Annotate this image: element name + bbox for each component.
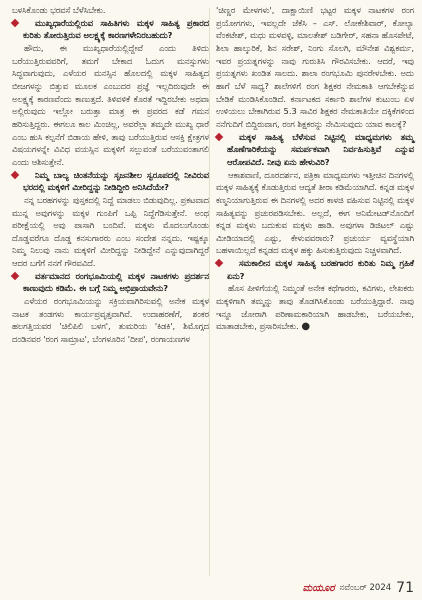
interview-question <box>12 270 209 295</box>
article-end-mark: ● <box>301 321 311 333</box>
paragraph-text: ಹೊಸ ಪೀಳಿಗೆಯಲ್ಲಿ ನಿಮ್ಮಂತೆ ಅನೇಕ ಕಥೆಗಾರರು, ಕವಿಗಳು, ಲೇಖಕರು ಮಕ್ಕಳಿಗಾಗಿ ತಮ್ಮನ್ನು ತಾವು ತೊಡಗಿಸಿಕೊಂಡು ಬರೆಯುತ್ತಿದ್ದಾರೆ. ನಾವು ಇನ್ನೂ ಜೋರಾಗಿ ಪರಿಣಾಮಕಾರಿಯಾಗಿ ಹಾಡಬೇಕು, ಬರೆಯಬೇಕು, ಮಾತಾಡಬೇಕು, ಪ್ರಸಾರಿಸಬೇಕು. <box>216 283 414 332</box>
question-text: ಮುಖ್ಯಧಾರೆಯಲ್ಲಿರುವ ಸಾಹಿತಿಗಳು ಮಕ್ಕಳ ಸಾಹಿತ್ಯ ಪ್ರಕಾರದ ಕುರಿತು ತೋರುತ್ತಿರುವ ಅಲಕ್ಷ್ಯಕ್ಕೆ ಕಾರಣಗಳೇನಿರಬಹುದು? <box>23 17 209 41</box>
question-bullet-icon <box>215 132 223 140</box>
paragraph-text: 'ಚಿಣ್ಣರ ಮೇಳಗಳು', ದಾಕ್ಷಾಯಿಣಿ ಭಟ್ಟರ ಮಕ್ಕಳ ನಾಟಕಗಳ ರಂಗ ಪ್ರಯೋಗಗಳು, ಇವಲ್ಲದೇ ಜೆಕೆಸಿ – ಎಸ್. ಲೋಕೇಶಿವಾರ್, ಕೋಲ್ಯಾ ವೆಂಕಟೇಶ್, ಮಧು ಮಳವಳ್ಳಿ, ಮಾಲತೇಶ್ ಬಡಿಗೇರ್, ಸಹನಾ ಹೊಸಪೇಟೆ, ಶಿಲಾ ಹಾಲ್ಕುರಿಕೆ, ಶಿನ ಸರೇಶ್, ನಿಂಗು ಸೊಲಗಿ, ಮೌನೇಶ ವಿಶ್ವಕರ್ಮ, ಇವರ ಪ್ರಯತ್ನಗಳನ್ನು ನಾವು ಗುರುತಿಸಿ ಗೌರವಿಸಬೇಕು. ಆದರೆ, ಇವು ಪ್ರಯತ್ನಗಳು ಖಂಡಿತ ಸಾಲದು. ಶಾಲಾ ರಂಗಭೂಮಿ ಪುನರೇಳಬೇಕು. ಅದು ಹಾಗೆ ಬೆಳೆ ಸಾಧ್ಯ? ಶಾಲೆಗಳಿಗೆ ರಂಗ ಶಿಕ್ಷಕರ ನೇಮಕಾತಿ ಆಗಬೇಕೆನ್ನುವ ಬೇಡಿಕೆ ಮಂಡಿಸಿಕೊಂಡಿದೆ. ಕರ್ನಾಟಕದ ಸರ್ಕಾರಿ ಶಾಲೆಗಳ ಕುಟುಂಬ ಏಳ ಉಳಿಯಲು ಬೇಕಾಗಿರುವ 5.3 ಸಾವಿರ ಶಿಕ್ಷಕರ ನೇಮಕಾತಿಯೇ ದಕ್ಕಿಕೆಗಳಿಂದ ನನೆಗುದಿಗೆ ಬಿದ್ದಿರುವಾಗ, ರಂಗ ಶಿಕ್ಷಕರನ್ನು ನೇಮಿಸುವುದು ಯಾವ ಕಾಲಕ್ಕೆ? <box>216 5 414 129</box>
answer-paragraph <box>12 4 209 17</box>
question-bullet-icon <box>11 18 19 26</box>
paragraph-text: ಬಳಸಿಕೊಂಡು ಭರವಸೆ ಬೆಳೆಸಿಬೇಕು. <box>12 5 106 15</box>
interview-question <box>12 169 209 194</box>
paragraph-text: ನನ್ನ ಬರಹಗಳನ್ನು ಪುಸ್ತಕದಲ್ಲಿ ನಿದ್ದೆ ಮಾಡಲು ಬಿಡುವುದಿಲ್ಲ. ಪ್ರಕಟವಾದ ಮುನ್ನ ಅವುಗಳನ್ನು ಮಕ್ಕಳ ಗುಂಪಿಗೆ ಒಪ್ಪಿ ನಿದ್ದೆಗೆಡಿಸುತ್ತೇನೆ. ಅಂಥ ಪರೀಕ್ಷೆಯಲ್ಲಿ ಅವು ಪಾಸಾಗಿ ಬಂದಿವೆ. ಮಕ್ಕಳು ಮೊದಲುಗೊಂಡು ದೊಡ್ಡವರೆಗೂ ದೊಡ್ಡ ಕನಸುಗಾರರು ಎಂಬ ಸಂದೇಶ ನನ್ನದು. ಇಷ್ಟಕ್ಕೂ ನಿಮ್ಮ ನಿಲುವು ನಾನು ಮಕ್ಕಳಿಗೆ ಮೀರಿದ್ದನ್ನು ನೀಡಿದ್ದೇನೆ ಎನ್ನುವುದಾಗಿದ್ದರೆ ಆದರ ಬಗೆಗೆ ನನಗೆ ಗೌರವವಿದೆ. <box>12 194 209 269</box>
answer-paragraph <box>12 42 209 169</box>
answer-paragraph <box>216 4 414 131</box>
page-number: 71 <box>396 580 414 596</box>
page-footer <box>216 580 414 596</box>
interview-question <box>216 131 414 169</box>
question-text: ವರ್ತಮಾನದ ರಂಗಭೂಮಿಯಲ್ಲಿ ಮಕ್ಕಳ ನಾಟಕಗಳು ಪ್ರದರ್ಶನ ಕಾಣುವುದು ಕಡಿಮೆ. ಈ ಬಗ್ಗೆ ನಿಮ್ಮ ಅಭಿಪ್ರಾಯವೇನು? <box>23 270 209 294</box>
question-text: ಮಕ್ಕಳ ಸಾಹಿತ್ಯ ಬೆಳೆಸುವ ನಿಟ್ಟಿನಲ್ಲಿ ಮಾಧ್ಯಮಗಳು ತಮ್ಮ ಹೊಣೆಗಾರಿಕೆಯನ್ನು ಸಮರ್ಪಕವಾಗಿ ನಿರ್ವಹಿಸುತ್ತಿವೆ ಎನ್ನುವ ಆರೋಪವಿದೆ. ನೀವು ಏನು ಹೇಳುವಿರಿ? <box>227 131 414 167</box>
question-text: ಸಮಕಾಲೀನ ಮಕ್ಕಳ ಸಾಹಿತ್ಯ ಬರಹಗಾರರ ಕುರಿತು ನಿಮ್ಮ ಗ್ರಹಿಕೆ ಏನು? <box>227 258 414 281</box>
right-column <box>216 4 414 334</box>
answer-paragraph <box>12 194 209 270</box>
answer-paragraph <box>12 295 209 346</box>
issue-date: ನವೆಂಬರ್ 2024 <box>339 583 392 593</box>
interview-question <box>216 257 414 282</box>
question-bullet-icon <box>11 170 19 178</box>
paragraph-text: ಎಳೆಯರ ರಂಗಭೂಮಿಯನ್ನು ಸಕ್ರಿಯವಾಗಿರಿಸುವಲ್ಲಿ ಅನೇಕ ಮಕ್ಕಳ ನಾಟಕ ತಂಡಗಳು ಕಾರ್ಯಪ್ರವೃತ್ತವಾಗಿವೆ. ಉದಾಹರಣೆಗೆ, ಶಂಕರ ಹಲಗತ್ತಿಯವರ 'ಚಿಲಿಪಿಲಿ ಬಳಗ', ತುಮರಿಯ 'ಕಿಡಕಿ', ಶಿಮೊಗ್ಗದ ದಂಡಿನವರ 'ರಂಗ ಸಾಮ್ರಾಟ', ಬೆಂಗಳೂರಿನ 'ದೀಪ', ರಂಗಾಯಣಗಳ <box>12 296 209 345</box>
question-bullet-icon <box>11 272 19 280</box>
answer-paragraph <box>216 169 414 258</box>
paragraph-text: ಆಕಾಶವಾಣಿ, ದೂರದರ್ಶನ, ಪತ್ರಿಕಾ ಮಾಧ್ಯಮಗಳು ಇತ್ತೀಚಿನ ದಿನಗಳಲ್ಲಿ ಮಕ್ಕಳ ಸಾಹಿತ್ಯಕ್ಕೆ ಕೊಡುತ್ತಿರುವ ಆದ್ಯತೆ ತೀರಾ ಕಡಿಮೆಯಾಗಿದೆ. ಕನ್ನಡ ಮಕ್ಕಳ ಕಣ್ಮನಿಯಾಗುತ್ತಿರುವ ಈ ದಿನಗಳಲ್ಲಿ ಅದರ ಕಾಳಜಿ ವಹಿಸುವ ನಿಟ್ಟಿನಲ್ಲಿ ಮಕ್ಕಳ ಸಾಹಿತ್ಯವನ್ನು ಪ್ರಚುರಪಡಿಸಬೇಕು. ಅಲ್ಲದೆ, ಈಗ ಆನಿಮೇಟಡ್‌ನೊಂದಿಗೆ ಕನ್ನಡ ಮಕ್ಕಳು ಬದುಕುವ ಮಕ್ಕಳು ಹಾಡಿ. ಅವುಗಳಾ ಡಿಜಿಟಲ್ ಎಷ್ಟು ಮೀಡಿಯಾದಲ್ಲಿ ಎಷ್ಟು, ಕೇಳುವವರಾರು? ಪ್ರಚುರ್ಯ ವ್ಯವಸ್ಥೆಯಾಗಿ ಬಹಳಾಯಿಲ್ಲದೆ ಕನ್ನಡದ ಮಕ್ಕಳ ಹಕ್ಕು ಹಿಸುಕುತ್ತಿರುವುದು ನಿಚ್ಚಳವಾಗಿದೆ. <box>216 169 414 256</box>
magazine-name: ಮಯೂರ <box>302 582 335 594</box>
answer-paragraph <box>216 282 414 334</box>
interview-question <box>12 17 209 42</box>
left-column <box>12 4 209 346</box>
question-text: ನಿಮ್ಮ ಬಾಲ್ಯ ಚಿಂತನೆಯನ್ನು ಸೃಜನಶೀಲ ಸ್ವರೂಪದಲ್ಲಿ ನೀವಿರುವ ಭರದಲ್ಲಿ ಮಕ್ಕಳಿಗೆ ಮೀರಿದ್ದನ್ನು ನೀಡಿದ್ದೀರಿ ಅನಿಸಿದೆಯೇ? <box>23 169 209 193</box>
question-bullet-icon <box>215 259 223 267</box>
column-divider <box>209 8 210 576</box>
paragraph-text: ಹೌದು, ಈ ಮುಖ್ಯಧಾರೆಯಲ್ಲಿದ್ದೇವೆ ಎಂದು ತಿಳಿದು ಬರೆಯುತ್ತಿರುವವರಿಗೆ, ತಮಗೆ ಬೇಕಾದ ಓದುಗ ಮನಸ್ಸುಗಳು ಸಿದ್ಧವಾಗುವುದು, ಎಳೆಯರ ಮನಸ್ಸಿನ ಹೊಲದಲ್ಲಿ ಮಕ್ಕಳ ಸಾಹಿತ್ಯದ ಬೀಜಗಳನ್ನು ಬಿತ್ತುವ ಮೂಲಕ ಎಂಬುದರ ಪ್ರಜ್ಞೆ ಇಲ್ಲದಿರುವುದೇ ಈ ಅಲಕ್ಷ್ಯಕ್ಕೆ ಕಾರಣವೆಂದು ಕಾಣುತ್ತದೆ. ತಿಳಿವಳಿಕೆ ಕೊರತೆ ಇದ್ದಿರಬೇಕು ಅಥವಾ ಅಲ್ಲಿರುವುದು ಇಲ್ಲೋ ಬರುತ್ತಾ ಮಾತ್ರ ಈ ಪ್ರವರದ ಕಡೆ ಗಮನ ಹರಿಸುತ್ತಿದ್ದರು. ಈಗಲೂ ಕಾಲ ಮಿಂಚಿಲ್ಲ, ಅವರೆಲ್ಲಾ ತಮ್ಮದೇ ಮುಖ್ಯ ಧಾರೆ ಎಂಬ ಹುಸಿ ಕಲ್ಪನೆಗೆ ಬಿಡಾಯ ಹೇಳಿ, ತಾವು ಬರೆಯುತ್ತಿರುವ ಆಸಕ್ತಿ ಕ್ಷೇತ್ರಗಳ ವಿಷಯಗಳನ್ನೇ ವಿವಿಧ ವಯಸ್ಸಿನ ಮಕ್ಕಳಿಗೆ ಸಲ್ಲುವಂತೆ ಬರೆಯುವಂತಾಗಲಿ ಎಂದು ಆಶಿಸುತ್ತೇನೆ. <box>12 42 209 167</box>
